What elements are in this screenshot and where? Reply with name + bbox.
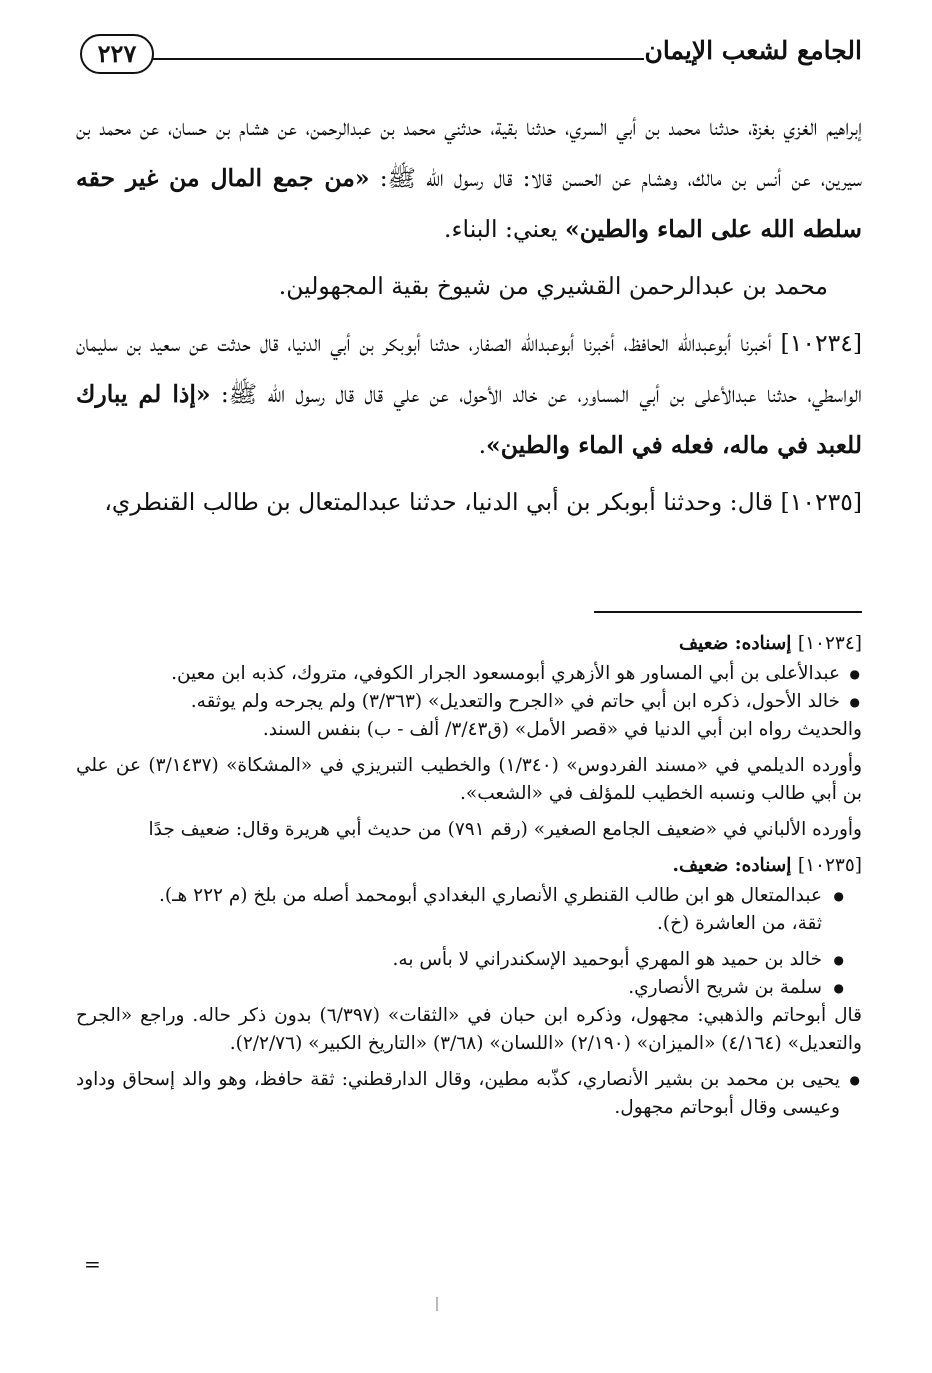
header-rule [152,58,644,60]
footnote-paragraph: قال أبوحاتم والذهبي: مجهول، وذكره ابن حبان في «الثقات» (٦/٣٩٧) بدون ذكر حاله. وراجع «الجرح والتعديل» (٤/١٦٤) «الميزان» (٢/١٩٠) «اللسان» (٣/٦٨) «التاريخ الكبير» (٢/٢/٧٦). [76,1005,862,1054]
paragraph-1-tail: يعني: البناء. [444,215,565,243]
footnote-bullet-continuation: ثقة، من العاشرة (خ). [656,913,822,934]
footnote-bullet: ● سلمة بن شريح الأنصاري. [76,974,862,1002]
page-header [80,28,862,88]
paragraph-1 [76,102,862,255]
footnote-label-2: [١٠٢٣٥] [797,855,862,876]
hadith-text-2: «إذا لم يبارك للعبد في ماله، فعله في الماء والطين» [76,380,862,459]
footnote-bullet: ● عبدالأعلى بن أبي المساور هو الأزهري أبومسعود الجرار الكوفي، متروك، كذبه ابن معين. [76,660,862,688]
footnote-rule [594,611,862,613]
footnote-bullet: ● يحيى بن محمد بن بشير الأنصاري، كذّبه مطين، وقال الدارقطني: ثقة حافظ، وهو والد إسحاق وداود وعيسى وقال أبوحاتم مجهول. [76,1066,862,1122]
paragraph-1-text: إبراهيم الغزي بغزة، حدثنا محمد بن أبي السري، حدثنا بقية، حدثني محمد بن عبدالرحمن، عن هشام بن حسان، عن محمد بن سيرين، عن أنس بن مالك، وهشام عن الحسن قالا: قال رسول الله ﷺ: [76,113,862,192]
footnote-heading-1 [76,630,862,658]
footnote-bullet: ● خالد بن حميد هو المهري أبوحميد الإسكندراني لا بأس به. [76,946,862,974]
paragraph-3 [76,318,862,471]
paragraph-3-text: [١٠٢٣٤] أخبرنا أبوعبدالله الحافظ، أخبرنا أبوعبدالله الصفار، حدثنا أبوبكر بن أبي الدنيا، قال حدثت عن سعيد بن سليمان الواسطي، حدثنا عبدالأعلى بن أبي المساور، عن خالد الأحول، عن علي قال قال رسول الله ﷺ: [76,329,862,408]
hadith-text-1: «من جمع المال من غير حقه سلطه الله على الماء والطين» [76,164,862,243]
footnote-heading-2 [76,852,862,880]
footnote-paragraph: وأورده الديلمي في «مسند الفردوس» (١/٣٤٠) والخطيب التبريزي في «المشكاة» (٣/١٤٣٧) عن علي بن أبي طالب ونسبه الخطيب للمؤلف في «الشعب». [76,755,863,804]
paragraph-4: [١٠٢٣٥] قال: وحدثنا أبوبكر بن أبي الدنيا، حدثنا عبدالمتعال بن طالب القنطري، [104,488,862,516]
footnote-label-1: [١٠٢٣٤] [797,633,862,654]
running-title: الجامع لشعب الإيمان [644,36,862,65]
footnote-paragraph: والحديث رواه ابن أبي الدنيا في «قصر الأمل» (ق٣/٤٣/ ألف - ب) بنفس السند. [262,719,862,740]
footnote-paragraph: وأورده الألباني في «ضعيف الجامع الصغير» (رقم ٧٩١) من حديث أبي هريرة وقال: ضعيف جدًا [148,819,862,840]
main-text [76,102,862,528]
page-number: ٢٢٧ [80,34,154,74]
footnote-status-1: إسناده: ضعيف [678,633,792,654]
paragraph-3-tail: . [478,431,487,459]
page-bottom-mark [436,1297,438,1311]
footnote-bullet: ● خالد الأحول، ذكره ابن أبي حاتم في «الجرح والتعديل» (٣/٣٦٣) ولم يجرحه ولم يوثقه. [76,688,862,716]
continuation-mark: = [84,1252,101,1276]
footnote-status-2: إسناده: ضعيف. [672,855,792,876]
footnotes [76,626,862,1122]
paragraph-2: محمد بن عبدالرحمن القشيري من شيوخ بقية المجهولين. [278,272,828,300]
footnote-bullet: ● عبدالمتعال هو ابن طالب القنطري الأنصاري البغدادي أبومحمد أصله من بلخ (م ٢٢٢ هـ). [76,882,862,910]
